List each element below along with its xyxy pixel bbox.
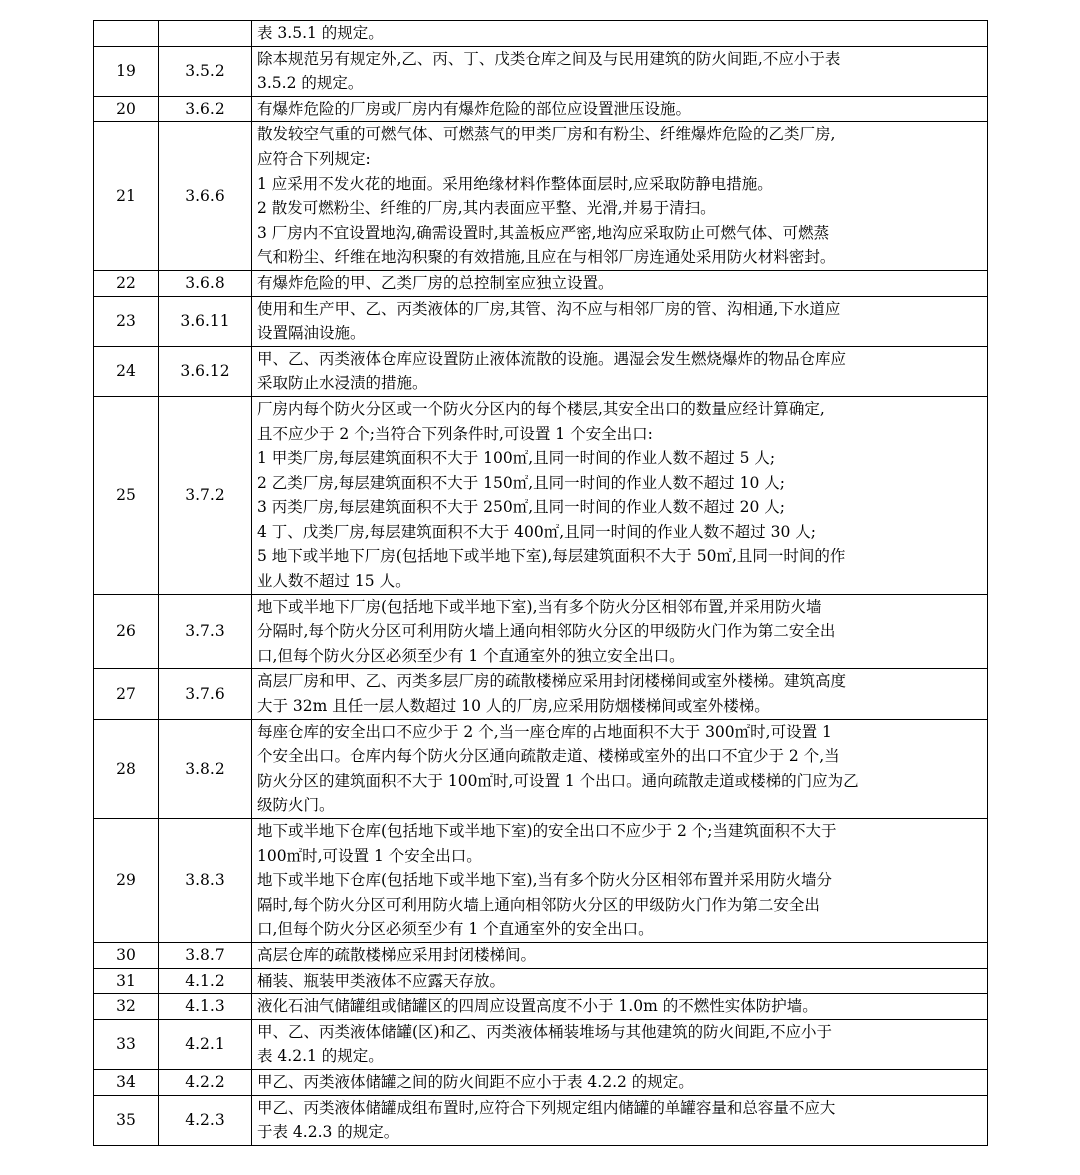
clause-text-line: 高层厂房和甲、乙、丙类多层厂房的疏散楼梯应采用封闭楼梯间或室外楼梯。建筑高度 — [257, 672, 847, 691]
clause-text-line: 且不应少于 2 个;当符合下列条件时,可设置 1 个安全出口: — [257, 424, 653, 443]
table-row — [94, 96, 988, 122]
clause-text — [252, 21, 988, 47]
clause-text-line: 桶装、瓶装甲类液体不应露天存放。 — [257, 971, 506, 990]
clause-text-line: 口,但每个防火分区必须至少有 1 个直通室外的安全出口。 — [257, 920, 654, 939]
clause-number: 4.2.1 — [159, 1019, 252, 1069]
clause-text — [252, 396, 988, 594]
clause-text — [252, 296, 988, 346]
clause-number: 3.8.3 — [159, 819, 252, 943]
clause-number: 4.1.2 — [159, 968, 252, 994]
table-row — [94, 122, 988, 271]
row-number: 23 — [94, 296, 159, 346]
clause-text-line: 3 丙类厂房,每层建筑面积不大于 250㎡,且同一时间的作业人数不超过 20 人; — [257, 498, 785, 517]
clause-number: 3.8.7 — [159, 942, 252, 968]
clause-text-line: 隔时,每个防火分区可利用防火墙上通向相邻防火分区的甲级防火门作为第二安全出 — [257, 895, 820, 914]
clause-text-line: 分隔时,每个防火分区可利用防火墙上通向相邻防火分区的甲级防火门作为第二安全出 — [257, 622, 836, 641]
clause-text-line: 1 甲类厂房,每层建筑面积不大于 100㎡,且同一时间的作业人数不超过 5 人; — [257, 449, 776, 468]
clause-text — [252, 942, 988, 968]
clause-text-line: 甲乙、丙类液体储罐之间的防火间距不应小于表 4.2.2 的规定。 — [257, 1072, 694, 1091]
clause-text-line: 应符合下列规定: — [257, 149, 371, 168]
row-number: 21 — [94, 122, 159, 271]
clause-text — [252, 968, 988, 994]
table-row — [94, 1019, 988, 1069]
clause-text — [252, 994, 988, 1020]
table-row — [94, 296, 988, 346]
clause-number: 3.7.3 — [159, 594, 252, 669]
clause-number: 3.7.6 — [159, 669, 252, 719]
clause-text-line: 设置隔油设施。 — [257, 324, 366, 343]
fire-code-clause-table — [93, 20, 988, 1146]
table-row — [94, 46, 988, 96]
clause-text — [252, 819, 988, 943]
table-row — [94, 719, 988, 818]
clause-number: 3.5.2 — [159, 46, 252, 96]
row-number — [94, 21, 159, 47]
clause-text-line: 高层仓库的疏散楼梯应采用封闭楼梯间。 — [257, 945, 537, 964]
clause-number — [159, 21, 252, 47]
clause-text — [252, 719, 988, 818]
clause-text-line: 1 应采用不发火花的地面。采用绝缘材料作整体面层时,应采取防静电措施。 — [257, 174, 773, 193]
table-row — [94, 21, 988, 47]
clause-number: 3.6.6 — [159, 122, 252, 271]
clause-text — [252, 669, 988, 719]
clause-text-line: 口,但每个防火分区必须至少有 1 个直通室外的独立安全出口。 — [257, 646, 685, 665]
clause-text-line: 业人数不超过 15 人。 — [257, 572, 411, 591]
clause-number: 3.6.12 — [159, 346, 252, 396]
clause-text-line: 地下或半地下仓库(包括地下或半地下室)的安全出口不应少于 2 个;当建筑面积不大于 — [257, 822, 837, 840]
row-number: 33 — [94, 1019, 159, 1069]
table-row — [94, 594, 988, 669]
table-row — [94, 346, 988, 396]
clause-text — [252, 1095, 988, 1145]
clause-text — [252, 1019, 988, 1069]
table-row — [94, 819, 988, 943]
table-row — [94, 396, 988, 594]
clause-text-line: 甲乙、丙类液体储罐成组布置时,应符合下列规定组内储罐的单罐容量和总容量不应大 — [257, 1098, 836, 1117]
row-number: 26 — [94, 594, 159, 669]
clause-text — [252, 96, 988, 122]
table-row — [94, 270, 988, 296]
clause-text — [252, 122, 988, 271]
clause-text — [252, 594, 988, 669]
clause-number: 4.2.2 — [159, 1069, 252, 1095]
table-row — [94, 1095, 988, 1145]
clause-text-line: 地下或半地下仓库(包括地下或半地下室),当有多个防火分区相邻布置并采用防火墙分 — [257, 871, 833, 890]
row-number: 27 — [94, 669, 159, 719]
clause-text-line: 使用和生产甲、乙、丙类液体的厂房,其管、沟不应与相邻厂房的管、沟相通,下水道应 — [257, 299, 841, 318]
clause-number: 3.6.2 — [159, 96, 252, 122]
clause-text-line: 表 3.5.1 的规定。 — [257, 24, 384, 42]
table-row — [94, 1069, 988, 1095]
clause-text-line: 采取防止水浸渍的措施。 — [257, 374, 428, 393]
clause-number: 4.1.3 — [159, 994, 252, 1020]
clause-text-line: 级防火门。 — [257, 796, 335, 815]
clause-text-line: 3.5.2 的规定。 — [257, 74, 364, 93]
clause-number: 3.7.2 — [159, 396, 252, 594]
clause-text-line: 气和粉尘、纤维在地沟积聚的有效措施,且应在与相邻厂房连通处采用防火材料密封。 — [257, 248, 836, 267]
clause-text-line: 大于 32m 且任一层人数超过 10 人的厂房,应采用防烟楼梯间或室外楼梯。 — [257, 697, 770, 716]
table-row — [94, 942, 988, 968]
clause-number: 3.8.2 — [159, 719, 252, 818]
clause-text-line: 防火分区的建筑面积不大于 100㎡时,可设置 1 个出口。通向疏散走道或楼梯的门应为乙 — [257, 771, 859, 790]
clause-text-line: 个安全出口。仓库内每个防火分区通向疏散走道、楼梯或室外的出口不宜少于 2 个,当 — [257, 747, 840, 766]
clause-text — [252, 270, 988, 296]
table-row — [94, 968, 988, 994]
clause-number: 3.6.11 — [159, 296, 252, 346]
row-number: 35 — [94, 1095, 159, 1145]
clause-text-line: 有爆炸危险的甲、乙类厂房的总控制室应独立设置。 — [257, 273, 614, 292]
clause-text — [252, 46, 988, 96]
clause-number: 4.2.3 — [159, 1095, 252, 1145]
row-number: 24 — [94, 346, 159, 396]
clause-text-line: 3 厂房内不宜设置地沟,确需设置时,其盖板应严密,地沟应采取防止可燃气体、可燃蒸 — [257, 223, 830, 242]
clause-text-line: 甲、乙、丙类液体仓库应设置防止液体流散的设施。遇湿会发生燃烧爆炸的物品仓库应 — [257, 349, 847, 368]
clause-text-line: 散发较空气重的可燃气体、可燃蒸气的甲类厂房和有粉尘、纤维爆炸危险的乙类厂房, — [257, 125, 836, 144]
clause-text-line: 100㎡时,可设置 1 个安全出口。 — [257, 846, 482, 865]
clause-text-line: 每座仓库的安全出口不应少于 2 个,当一座仓库的占地面积不大于 300㎡时,可设置 1 — [257, 722, 832, 741]
table-body — [94, 21, 988, 1146]
row-number: 19 — [94, 46, 159, 96]
clause-text-line: 5 地下或半地下厂房(包括地下或半地下室),每层建筑面积不大于 50㎡,且同一时间的作 — [257, 547, 846, 566]
clause-text-line: 甲、乙、丙类液体储罐(区)和乙、丙类液体桶装堆场与其他建筑的防火间距,不应小于 — [257, 1022, 833, 1041]
row-number: 32 — [94, 994, 159, 1020]
row-number: 22 — [94, 270, 159, 296]
row-number: 20 — [94, 96, 159, 122]
clause-text-line: 4 丁、戊类厂房,每层建筑面积不大于 400㎡,且同一时间的作业人数不超过 30 人; — [257, 522, 816, 541]
clause-text-line: 有爆炸危险的厂房或厂房内有爆炸危险的部位应设置泄压设施。 — [257, 99, 692, 118]
clause-text-line: 于表 4.2.3 的规定。 — [257, 1123, 400, 1142]
clause-text-line: 除本规范另有规定外,乙、丙、丁、戊类仓库之间及与民用建筑的防火间距,不应小于表 — [257, 49, 841, 68]
clause-number: 3.6.8 — [159, 270, 252, 296]
row-number: 25 — [94, 396, 159, 594]
clause-text-line: 液化石油气储罐组或储罐区的四周应设置高度不小于 1.0m 的不燃性实体防护墙。 — [257, 997, 818, 1016]
row-number: 29 — [94, 819, 159, 943]
clause-text-line: 2 散发可燃粉尘、纤维的厂房,其内表面应平整、光滑,并易于清扫。 — [257, 199, 716, 218]
table-row — [94, 669, 988, 719]
row-number: 30 — [94, 942, 159, 968]
clause-text-line: 地下或半地下厂房(包括地下或半地下室),当有多个防火分区相邻布置,并采用防火墙 — [257, 597, 822, 616]
clause-text-line: 厂房内每个防火分区或一个防火分区内的每个楼层,其安全出口的数量应经计算确定, — [257, 399, 825, 418]
clause-text-line: 2 乙类厂房,每层建筑面积不大于 150㎡,且同一时间的作业人数不超过 10 人; — [257, 473, 785, 492]
table-row — [94, 994, 988, 1020]
clause-text — [252, 346, 988, 396]
row-number: 34 — [94, 1069, 159, 1095]
clause-text — [252, 1069, 988, 1095]
row-number: 28 — [94, 719, 159, 818]
clause-text-line: 表 4.2.1 的规定。 — [257, 1047, 384, 1066]
row-number: 31 — [94, 968, 159, 994]
